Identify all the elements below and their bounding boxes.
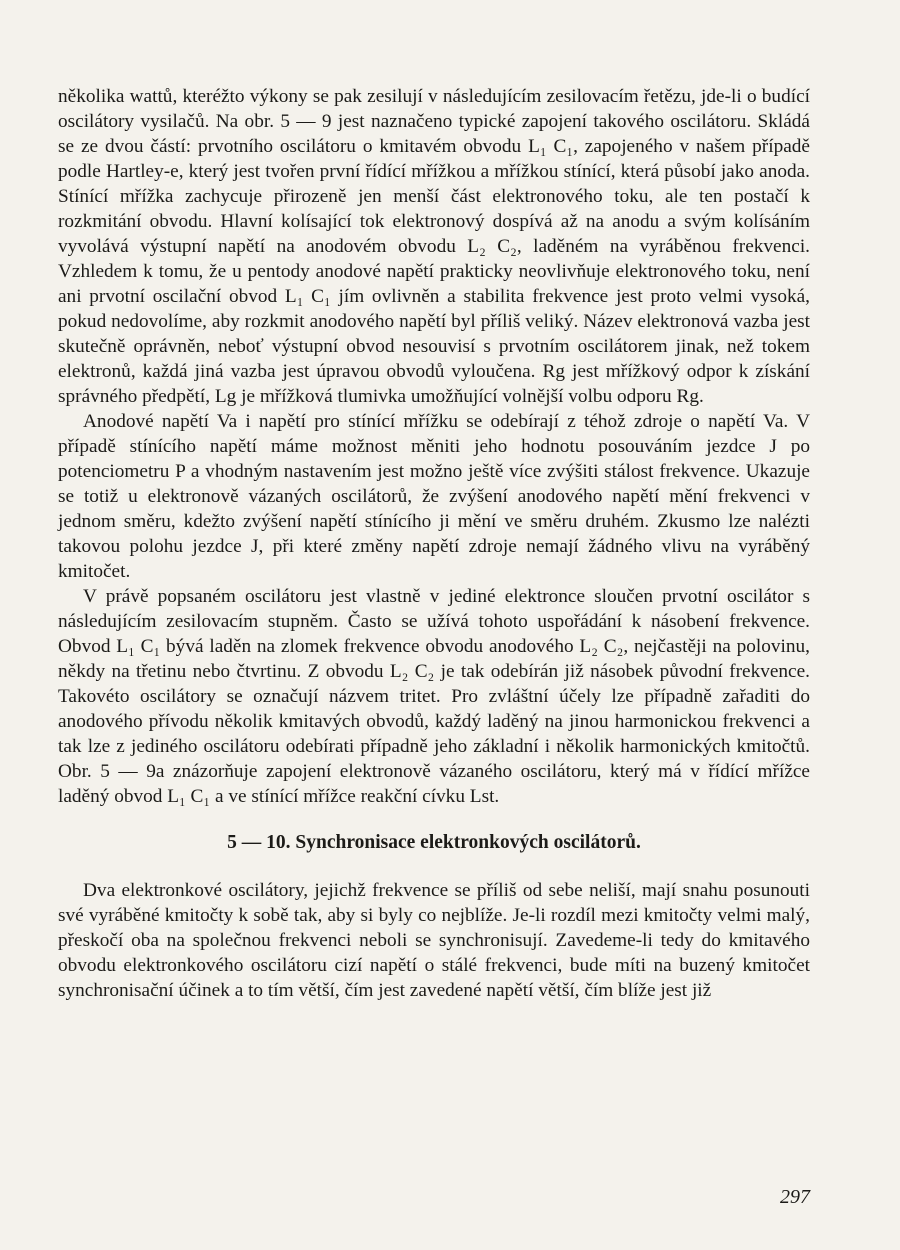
page-number: 297 — [780, 1186, 810, 1208]
paragraph-2: Anodové napětí Va i napětí pro stínící mřížku se odebírají z téhož zdroje o napětí Va. V případě stínícího napětí máme možnost měniti jeho hodnotu posouváním jezdce J po potenciometru P a vhodným nastavením jest možno ještě více zvýšiti stálost frekvence. Ukazuje se totiž u elektronově vázaných oscilátorů, že zvýšení anodového napětí mění frekvenci v jednom směru, kdežto zvýšení napětí stínícího ji mění ve směru druhém. Zkusmo lze nalézti takovou polohu jezdce J, při které změny napětí zdroje nemají žádného vlivu na vyráběný kmitočet. — [58, 411, 810, 582]
page-body — [58, 84, 810, 1003]
paragraph-3: V právě popsaném oscilátoru jest vlastně v jediné elektronce sloučen prvotní oscilátor s následujícím zesilovacím stupněm. Často se užívá tohoto uspořádání k násobení frekvence. Obvod L₁ C₁ bývá laděn na zlomek frekvence obvodu anodového L₂ C₂, nejčastěji na polovinu, někdy na třetinu nebo čtvrtinu. Z obvodu L₂ C₂ je tak odebírán již násobek původní frekvence. Takovéto oscilátory se označují názvem tritet. Pro zvláštní účely lze případně zařaditi do anodového přívodu několik kmitavých obvodů, každý laděný na jinou harmonickou frekvenci a tak lze z jediného oscilátoru odebírati případně jeho základní i několik harmonických kmitočtů. Obr. 5 — 9a znázorňuje zapojení elektronově vázaného oscilátoru, který má v řídící mřížce laděný obvod L₁ C₁ a ve stínící mřížce reakční cívku Lst. — [58, 586, 810, 807]
paragraph-4: Dva elektronkové oscilátory, jejichž frekvence se příliš od sebe neliší, mají snahu posunouti své vyráběné kmitočty k sobě tak, aby si byly co nejblíže. Je-li rozdíl mezi kmitočty velmi malý, přeskočí oba na společnou frekvenci neboli se synchronisují. Zavedeme-li tedy do kmitavého obvodu elektronkového oscilátoru cizí napětí o stálé frekvenci, bude míti na buzený kmitočet synchronisační účinek a to tím větší, čím jest zavedené napětí větší, čím blíže jest již — [58, 880, 810, 1001]
section-heading: 5 — 10. Synchronisace elektronkových oscilátorů. — [227, 832, 641, 853]
paragraph-1: několika wattů, kteréžto výkony se pak zesilují v následujícím zesilovacím řetězu, jde-li o budící oscilátory vysilačů. Na obr. 5 — 9 jest naznačeno typické zapojení takového oscilátoru. Skládá se ze dvou částí: prvotního oscilátoru o kmitavém obvodu L₁ C₁, zapojeného v našem případě podle Hartley-e, který jest tvořen první řídící mřížkou a mřížkou stínící, která působí jako anoda. Stínící mřížka zachycuje přirozeně jen menší část elektronového toku, ale ten postačí k rozkmitání obvodu. Hlavní kolísající tok elektronový dospívá až na anodu a svým kolísáním vyvolává výstupní napětí na anodovém obvodu L₂ C₂, laděném na vyráběnou frekvenci. Vzhledem k tomu, že u pentody anodové napětí prakticky neovlivňuje elektronového toku, není ani prvotní oscilační obvod L₁ C₁ jím ovlivněn a stabilita frekvence jest proto velmi vysoká, pokud nedovolíme, aby rozkmit anodového napětí byl příliš veliký. Název elektronová vazba jest skutečně oprávněn, neboť výstupní obvod nesouvisí s prvotním oscilátorem jinak, než tokem elektronů, každá jiná vazba jest úpravou obvodů vyloučena. Rg jest mřížkový odpor k získání správného předpětí, Lg je mřížková tlumivka umožňující volnější volbu odporu Rg. — [58, 86, 810, 407]
